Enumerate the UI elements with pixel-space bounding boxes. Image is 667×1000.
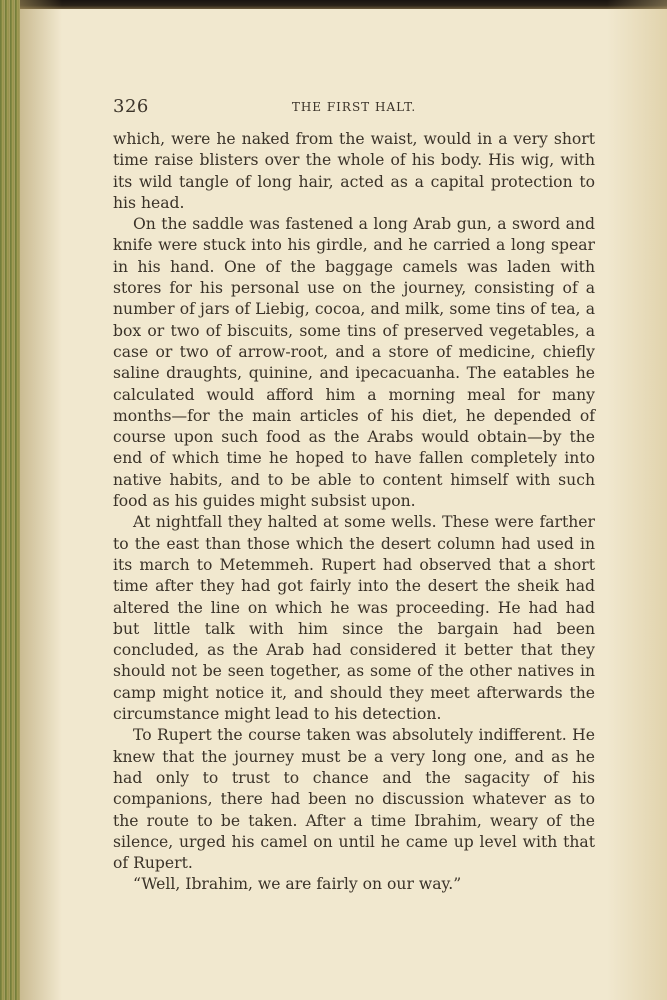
gutter-shadow bbox=[20, 0, 62, 1000]
paragraph-continued: which, were he naked from the waist, would in a very short time raise blisters over the whole of his body. His wig, with its wild tangle of long hair, acted as a capital protection to his head. bbox=[113, 130, 595, 212]
page-number: 326 bbox=[113, 96, 149, 117]
paragraph-dialogue: “Well, Ibrahim, we are fairly on our way.” bbox=[133, 875, 462, 894]
body-text bbox=[113, 129, 595, 896]
book-spine-edge bbox=[0, 0, 20, 1000]
page-header bbox=[113, 96, 595, 120]
page-top-edge bbox=[0, 0, 667, 9]
running-head: THE FIRST HALT. bbox=[291, 100, 417, 114]
paragraph-course: To Rupert the course taken was absolutely indifferent. He knew that the journey must be a very long one, and as he had only to trust to chance and the sagacity of his companions, there had been no discussion whatever as to the route to be taken. After a time Ibrahim, weary of the silence, urged his camel on until he came up level with that of Rupert. bbox=[113, 726, 595, 873]
paragraph-nightfall: At nightfall they halted at some wells. These were farther to the east than those which the desert column had used in its march to Metemmeh. Rupert had observed that a short time after they had got fairly into the desert the sheik had altered the line on which he was proceeding. He had had but little talk with him since the bargain had been concluded, as the Arab had considered it better that they should not be seen together, as some of the other natives in camp might notice it, and should they meet afterwards the circumstance might lead to his detection. bbox=[113, 513, 595, 724]
paragraph-saddle: On the saddle was fastened a long Arab gun, a sword and knife were stuck into his girdle, and he carried a long spear in his hand. One of the baggage camels was laden with stores for his personal use on the journey, consisting of a number of jars of Liebig, cocoa, and milk, some tins of tea, a box or two of biscuits, some tins of preserved vegetables, a case or two of arrow-root, and a store of medicine, chiefly saline draughts, quinine, and ipecacuanha. The eatables he calculated would afford him a morning meal for many months—for the main articles of his diet, he depended of course upon such food as the Arabs would obtain—by the end of which time he hoped to have fallen completely into native habits, and to be able to content himself with such food as his guides might subsist upon. bbox=[113, 215, 595, 511]
page-edge-shadow bbox=[607, 0, 667, 1000]
